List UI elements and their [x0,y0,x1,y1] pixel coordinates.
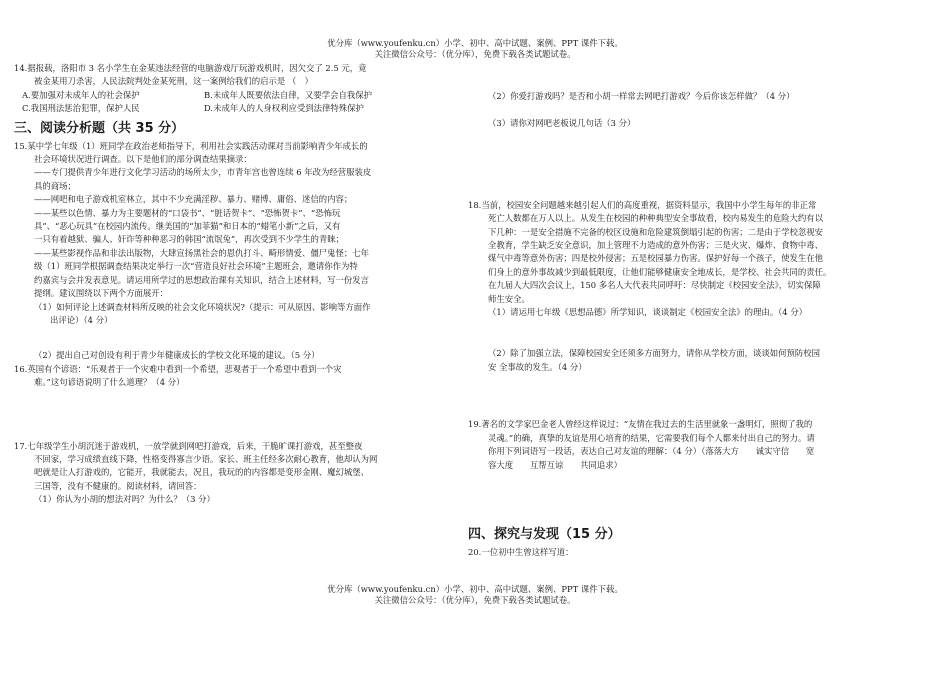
q14-option-b: B.未成年人既要依法自律，又要学会自我保护 [204,89,372,100]
section-3-title: 三、阅读分析题（共 35 分） [14,120,185,136]
q18-line: 煤气中毒等意外伤害；四是校外侵害；五是校园暴力伤害。保护好每一个孩子，使发生在他 [488,253,823,264]
q19-line-4: 容大度 互帮互谅 共同追求） [488,459,622,470]
q15-line: ——网吧和电子游戏机室林立，其中不少充满淫秽、暴力、赌博、庸俗、迷信的内容； [34,194,353,205]
page-header [0,38,950,60]
q14-option-d: D.未成年人的人身权利应受到法律特殊保护 [204,103,364,114]
q18-line: 全教育，学生缺乏安全意识，加上管理不力造成的意外伤害；三是火灾、爆炸、食物中毒、 [488,240,823,251]
q15-line: 社会环境状况进行调查。以下是他们的部分调查结果摘录： [34,154,252,165]
q15-sub-2: （2）提出自己对创设有利于青少年健康成长的学校文化环境的建议。（5 分） [34,350,320,361]
right-column [468,90,864,559]
q15-line: ——某些以色情、暴力为主要题材的“口袋书”、“脏话贺卡”、“恐怖贺卡”、“恐怖玩 [34,207,341,218]
question-18 [468,199,864,374]
left-column [14,62,422,507]
q16-line-1: 16.英国有个谚语：“乐观者于一个灾难中看到一个希望，悲观者于一个希望中看到一个灾 [14,363,342,374]
q15-line: ——某些影视作品和非法出版物，大肆宣扬黑社会的恩仇打斗、畸形情爱、僵尸鬼怪；七年 [34,247,369,258]
q18-sub-2-cont: 安 全事故的发生。（4 分） [488,361,587,372]
q18-line: 18.当前，校园安全问题越来越引起人们的高度重视，据资料显示，我国中小学生每年的非正常 [468,199,817,210]
section-4-title: 四、探究与发现（15 分） [468,526,621,542]
q15-line: 级（1）班同学根据调查结果决定举行一次“营造良好社会环境”主题班会，邀请你作为特 [34,261,358,272]
footer-line-1: 优分库（www.youfenku.cn）小学、初中、高中试题、案例、PPT 课件下载。 [327,584,623,594]
q14-option-a: A.要加强对未成年人的社会保护 [22,89,140,100]
q15-line: 15.某中学七年级（1）班同学在政治老师指导下，利用社会实践活动课对当前影响青少年成长的 [14,140,368,151]
q17-line: 17.七年级学生小胡沉迷于游戏机，一放学就到网吧打游戏，后来，干脆旷课打游戏，甚至整夜 [14,440,363,451]
q17-line: 不回家，学习成绩直线下降，性格变得寡言少语。家长、班主任经多次耐心教育，他却认为网 [34,453,378,464]
answer-space [468,131,864,199]
q18-line: 在九届人大四次会议上，150 多名人大代表共同呼吁：尽快制定《校园安全法》，切实保障 [488,280,821,291]
q15-line: 具”、“恶心玩具”在校园内流传。继美国的“加菲猫”和日本的“蜡笔小新”之后，又有 [34,221,341,232]
q18-line: 师生安全。 [488,293,530,304]
answer-space [468,103,864,117]
q17-line: 三国等，没有不健康的。阅读材料，请回答： [34,480,202,491]
q14-stem-line-2: 被金某用刀杀害，人民法院判处金某死刑，这一案例给我们的启示是 （ ） [34,76,314,87]
question-19 [468,418,864,472]
answer-space [468,374,864,418]
q18-sub-2: （2）除了加强立法，保障校园安全还须多方面努力，请你从学校方面，谈谈如何预防校园 [488,348,820,359]
q14-options [14,89,422,116]
q18-line: 下几种：一是安全措施不完备的校区设施和危险建筑倒塌引起的伤害；二是由于学校忽视安 [488,226,823,237]
header-line-2: 关注微信公众号：（优分库），免费下载各类试题试卷。 [374,49,576,59]
question-16 [14,363,422,390]
q20-line-1: 20.一位初中生曾这样写道： [468,546,574,557]
q15-line: 具的商场； [34,180,76,191]
q19-line-1: 19.著名的文学家巴金老人曾经这样说过：“友情在我过去的生活里就象一盏明灯，照彻了我的 [468,419,813,430]
answer-space [468,319,864,347]
q15-sub-1-cont: 出评论）（4 分） [50,314,113,325]
q17-sub-2: （2）你爱打游戏吗？是否和小胡一样常去网吧打游戏？今后你该怎样做？（4 分） [488,91,795,101]
q15-line: 提纲。建议围绕以下两个方面展开： [34,288,168,299]
q17-sub-1: （1）你认为小胡的想法对吗？为什么？（3 分） [34,494,215,505]
q16-line-2: 难。”这句谚语说明了什么道理？（4 分） [34,377,185,388]
q15-line: 一只有着越狱、骗人、奸诈等种种恶习的韩国“流氓兔”，再次受到不少学生的青睐； [34,234,345,245]
q17-line: 吧就是让人打游戏的，它能开，我就能去，况且，我玩的的内容都是变形金刚、魔幻城堡、 [34,467,369,478]
q18-line: 死亡人数都在万人以上。从发生在校园的种种典型安全事故看，校内易发生的危险大约有以 [488,213,823,224]
q15-line: 约嘉宾与会并发表意见。请运用所学过的思想政治课有关知识，结合上述材料，写一份发言 [34,274,369,285]
q14-stem-line-1: 14.据报载，洛阳市 3 名小学生在金某违法经营的电脑游戏厅玩游戏机时，因欠交了 2.5 元，竟 [14,63,367,73]
q19-line-2: 灵魂。”的确，真挚的友谊是用心培育的结果，它需要我们每个人都来付出自己的努力。请 [488,432,815,443]
q15-line: ——专门提供青少年进行文化学习活动的场所太少，市青年宫也曾连续 6 年改为经营服装皮 [34,167,372,178]
question-14 [14,62,422,116]
q15-sub-1: （1）如何评论上述调查材料所反映的社会文化环境状况?（提示：可从原因、影响等方面作 [34,301,371,312]
header-line-1: 优分库（www.youfenku.cn）小学、初中、高中试题、案例、PPT 课件下载。 [327,38,623,48]
question-17 [14,440,422,507]
page-footer [0,584,950,606]
answer-space [468,472,864,522]
q14-option-c: C.我国刑法惩治犯罪，保护人民 [22,103,140,114]
q19-line-3: 你用下列词语写一段话，表达自己对友谊的理解：（4 分）（落落大方 诚实守信 宽 [488,446,815,457]
question-15 [14,140,422,363]
q18-line: 们身上的意外事故减少到最低限度，让他们能够健康安全地成长，是学校、社会共同的责任。 [488,266,832,277]
q17-sub-3: （3）请你对网吧老板说几句话（3 分） [488,118,636,129]
q18-sub-1: （1）请运用七年级《思想品德》所学知识，谈谈制定《校园安全法》的理由。（4 分） [488,307,807,318]
answer-space [14,390,422,440]
answer-space [14,327,422,349]
footer-line-2: 关注微信公众号：（优分库），免费下载各类试题试卷。 [374,595,576,605]
